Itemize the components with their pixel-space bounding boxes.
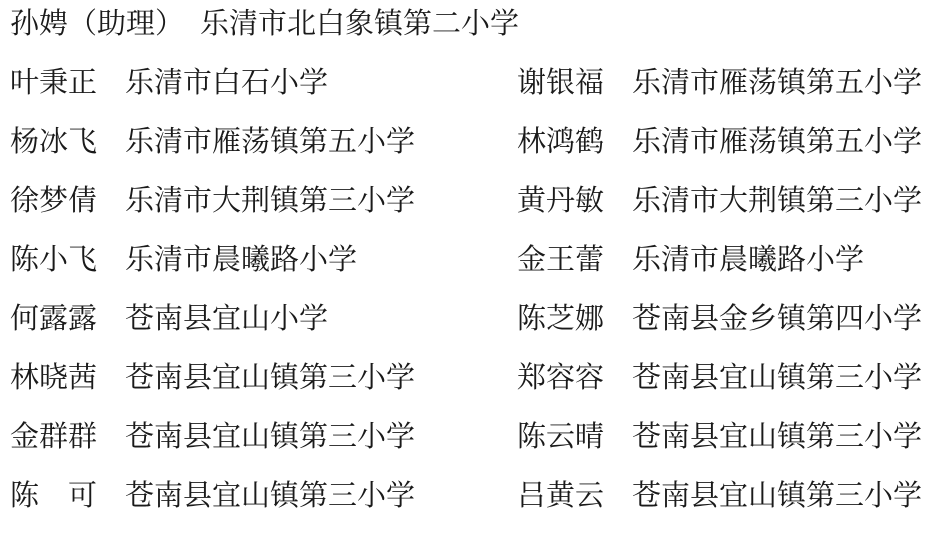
roster-row xyxy=(10,476,934,535)
school-name: 苍南县宜山镇第三小学 xyxy=(125,419,416,453)
school-name: 苍南县宜山镇第三小学 xyxy=(125,360,416,394)
roster-entry-right xyxy=(517,358,934,396)
roster-entry-right xyxy=(517,181,934,219)
roster-entry-left xyxy=(10,417,517,455)
person-name: 金王蕾 xyxy=(517,242,605,276)
school-name: 乐清市雁荡镇第五小学 xyxy=(632,65,923,99)
person-name: 郑容容 xyxy=(517,360,605,394)
roster-entry-left xyxy=(10,240,517,278)
roster-entry-right xyxy=(517,476,934,514)
roster-entry-left xyxy=(10,299,517,337)
school-name: 乐清市晨曦路小学 xyxy=(632,242,865,276)
person-name: 徐梦倩 xyxy=(10,183,98,217)
roster-entry-right xyxy=(517,299,934,337)
person-name: 林晓茜 xyxy=(10,360,98,394)
person-name: 谢银福 xyxy=(517,65,605,99)
school-name: 乐清市白石小学 xyxy=(125,65,329,99)
school-name: 乐清市大荆镇第三小学 xyxy=(125,183,416,217)
school-name: 苍南县宜山镇第三小学 xyxy=(632,478,923,512)
roster-row xyxy=(10,63,934,122)
roster-entry-left xyxy=(10,122,517,160)
assistant-name: 孙娉（助理） xyxy=(10,6,185,40)
person-name: 陈 可 xyxy=(10,478,98,512)
school-name: 苍南县宜山镇第三小学 xyxy=(632,419,923,453)
roster-row xyxy=(10,240,934,299)
person-name: 吕黄云 xyxy=(517,478,605,512)
roster-entry-right xyxy=(517,417,934,455)
school-name: 乐清市晨曦路小学 xyxy=(125,242,358,276)
school-name: 苍南县宜山镇第三小学 xyxy=(125,478,416,512)
assistant-school: 乐清市北白象镇第二小学 xyxy=(200,6,520,40)
roster-row xyxy=(10,122,934,181)
roster-row xyxy=(10,358,934,417)
roster-entry-left xyxy=(10,476,517,514)
person-name: 杨冰飞 xyxy=(10,124,98,158)
header-row xyxy=(10,4,934,63)
person-name: 何露露 xyxy=(10,301,98,335)
roster-entry-right xyxy=(517,63,934,101)
roster-entry-right xyxy=(517,122,934,160)
school-name: 苍南县金乡镇第四小学 xyxy=(632,301,923,335)
roster-entry-left xyxy=(10,63,517,101)
person-name: 叶秉正 xyxy=(10,65,98,99)
person-name: 陈小飞 xyxy=(10,242,98,276)
school-name: 苍南县宜山镇第三小学 xyxy=(632,360,923,394)
school-name: 苍南县宜山小学 xyxy=(125,301,329,335)
roster-entry-right xyxy=(517,240,934,278)
roster-entry-left xyxy=(10,358,517,396)
roster-row xyxy=(10,417,934,476)
school-name: 乐清市雁荡镇第五小学 xyxy=(125,124,416,158)
roster-list xyxy=(10,63,934,535)
person-name: 陈芝娜 xyxy=(517,301,605,335)
person-name: 林鸿鹤 xyxy=(517,124,605,158)
school-name: 乐清市大荆镇第三小学 xyxy=(632,183,923,217)
person-name: 陈云晴 xyxy=(517,419,605,453)
roster-row xyxy=(10,181,934,240)
person-name: 黄丹敏 xyxy=(517,183,605,217)
roster-row xyxy=(10,299,934,358)
roster-entry-left xyxy=(10,181,517,219)
school-name: 乐清市雁荡镇第五小学 xyxy=(632,124,923,158)
person-name: 金群群 xyxy=(10,419,98,453)
